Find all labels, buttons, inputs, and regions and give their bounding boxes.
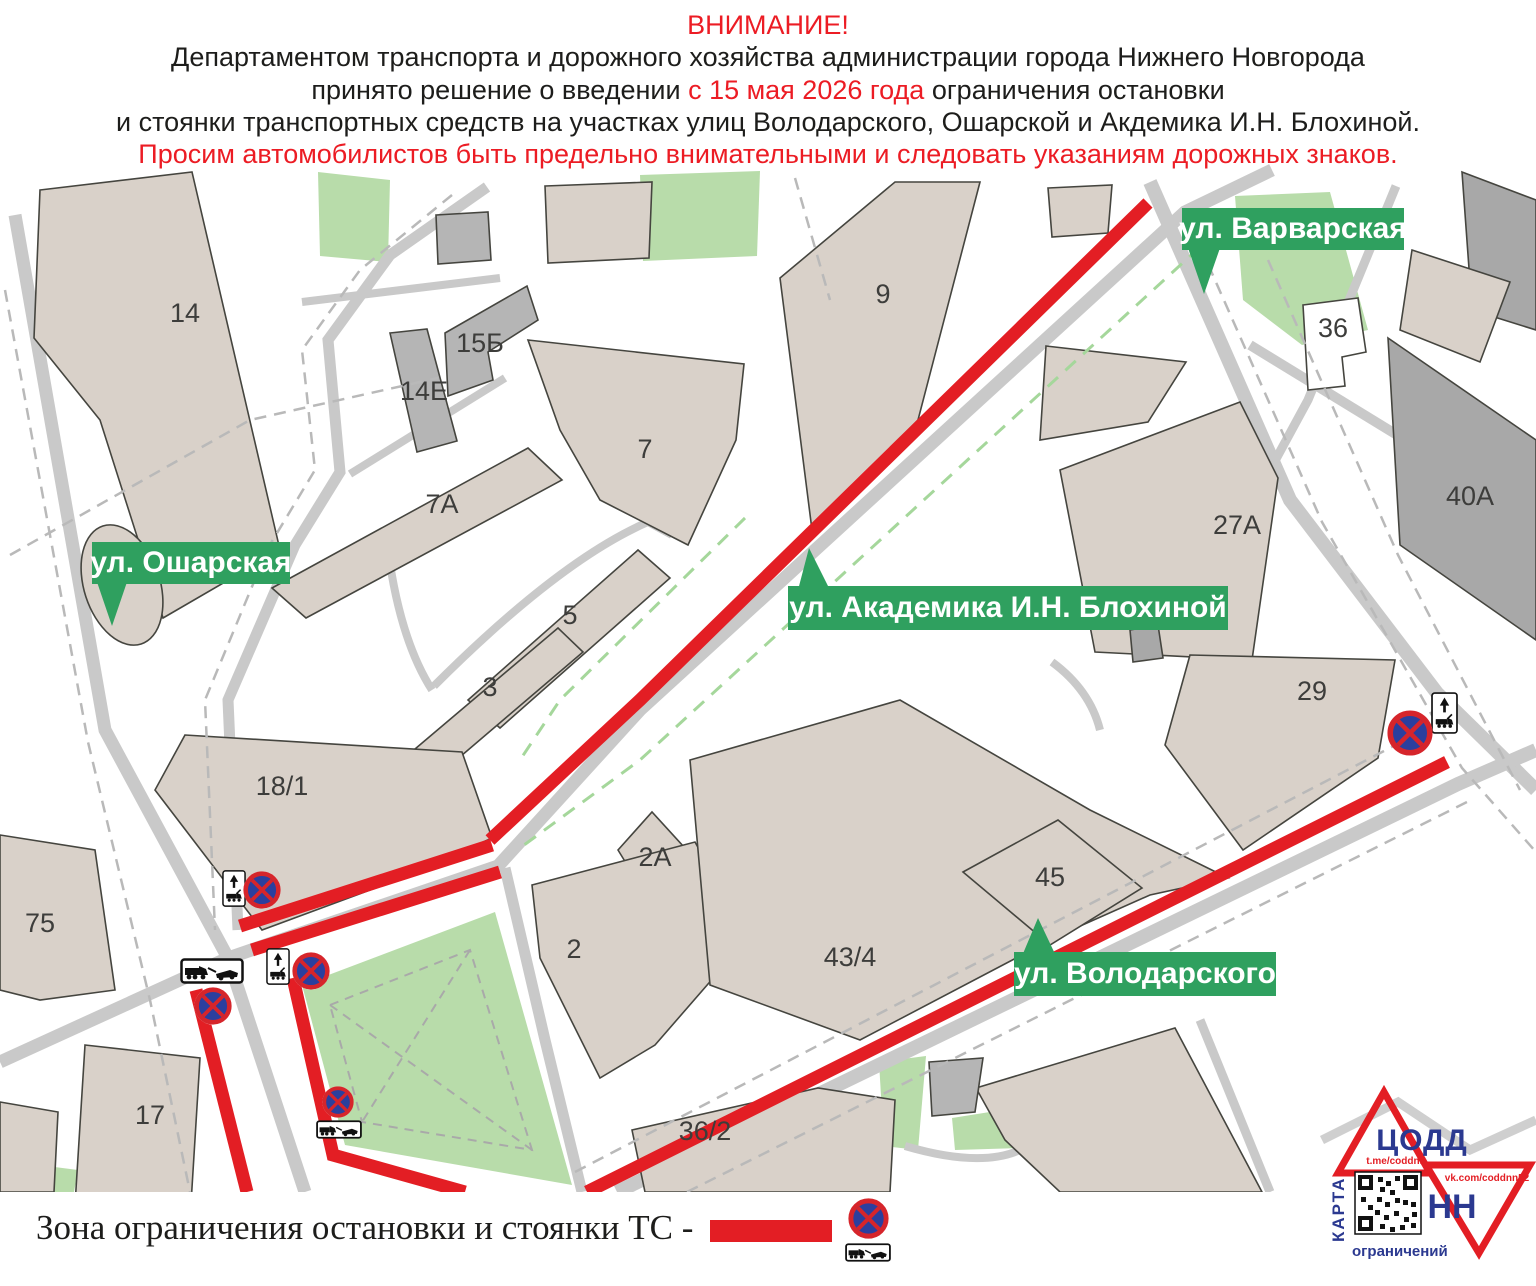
- codd-logo: [1314, 1078, 1536, 1286]
- building-label: 14: [169, 298, 201, 328]
- no-stopping-sign: [1387, 710, 1432, 755]
- header-line-2-post: ограничения остановки: [924, 75, 1225, 105]
- svg-text:ул. Ошарская: ул. Ошарская: [90, 546, 292, 579]
- logo-org-name: ЦОДД: [1376, 1124, 1468, 1157]
- logo-restrictions-word: ограничений: [1352, 1243, 1448, 1260]
- building-label: 40А: [1445, 481, 1495, 511]
- building-label: 7: [637, 434, 653, 464]
- tow-truck-plate: [317, 1121, 361, 1138]
- svg-text:ул. Володарского: ул. Володарского: [1014, 957, 1276, 990]
- building-label: 14Е: [399, 376, 449, 406]
- no-stopping-sign: [292, 952, 329, 989]
- logo-vk: vk.com/coddnn52: [1444, 1173, 1530, 1184]
- building-label: 36/2: [678, 1116, 732, 1146]
- building-label: 75: [24, 908, 56, 938]
- building-label: 2: [566, 934, 582, 964]
- tow-truck-plate: [267, 949, 289, 984]
- building-label: 29: [1296, 676, 1328, 706]
- building-label: 2А: [638, 842, 672, 872]
- logo-telegram: t.me/coddnn: [1366, 1156, 1426, 1167]
- legend-label: Зона ограничения остановки и стоянки ТС -: [36, 1208, 694, 1247]
- building-label: 5: [562, 600, 578, 630]
- building-label: 17: [134, 1100, 166, 1130]
- header-line-2: [0, 75, 1536, 106]
- no-stopping-sign: [194, 987, 231, 1024]
- tow-truck-plate: [846, 1244, 890, 1261]
- building-label: 15Б: [456, 328, 504, 358]
- header-line-1: Департаментом транспорта и дорожного хозяйства администрации города Нижнего Новгорода: [171, 42, 1365, 72]
- no-stopping-sign: [243, 871, 280, 908]
- building-label: 18/1: [255, 771, 309, 801]
- logo-map-word: КАРТА: [1329, 1176, 1348, 1242]
- no-stopping-sign: [322, 1086, 353, 1117]
- header-line-2-pre: принято решение о введении: [311, 75, 689, 105]
- qr-code: [1355, 1172, 1421, 1234]
- legend-red-line-sample: [710, 1220, 832, 1242]
- building-label: 9: [875, 279, 891, 309]
- building-label: 45: [1034, 862, 1066, 892]
- header-title: ВНИМАНИЕ!: [687, 10, 849, 40]
- svg-text:ул. Варварская: ул. Варварская: [1179, 212, 1407, 245]
- building-label: 36: [1317, 313, 1349, 343]
- tow-truck-plate: [223, 871, 245, 906]
- no-stopping-sign: [848, 1198, 888, 1238]
- tow-truck-plate: [182, 960, 243, 983]
- logo-region: НН: [1427, 1188, 1477, 1226]
- header-line-4: Просим автомобилистов быть предельно внимательными и следовать указаниям дорожных знаков.: [138, 139, 1398, 169]
- building-label: 3: [482, 672, 498, 702]
- tow-truck-plate: [1432, 693, 1457, 733]
- header-date-highlight: с 15 мая 2026 года: [688, 75, 925, 105]
- building-label: 7А: [425, 489, 459, 519]
- header-line-3: и стоянки транспортных средств на участках улиц Володарского, Ошарской и Акдемика И.Н. Блохиной.: [115, 107, 1420, 137]
- building-label: 27А: [1212, 510, 1262, 540]
- svg-text:ул. Академика И.Н. Блохиной: ул. Академика И.Н. Блохиной: [789, 591, 1227, 624]
- building-label: 43/4: [823, 942, 877, 972]
